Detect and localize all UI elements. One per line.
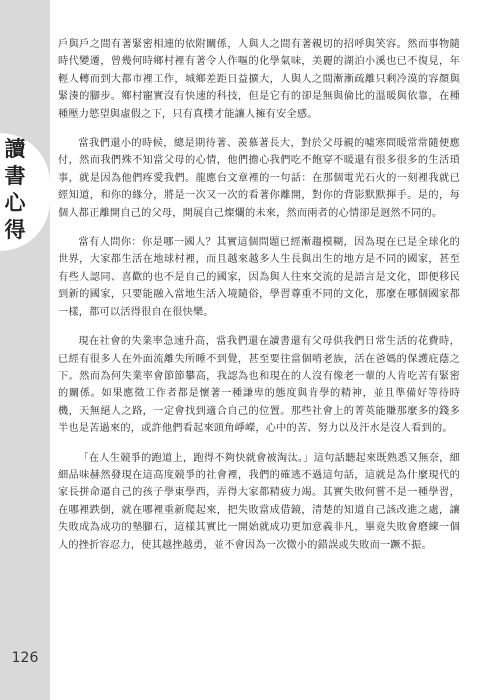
paragraph: 現在社會的失業率急速升高，當我們還在讀書還有父母供我們日常生活的花費時，已經有很多人在外面流離失所睡不到覺，甚至要往當個啃老族，活在爸媽的保護庇蔭之下。然而為何失業率會節節攀高，我認為也和現在的人沒有像老一輩的人肯吃苦有緊密的關係。如果應徵工作者都是懷著一種謙卑的態度與肯學的精神，並且準備好等待時機，天無絕人之路，一定會找到適合自己的位置。那些社會上的菁英能賺那麼多的錢多半也是苦過來的，或許他們看起來頭角崢嶸，心中的苦、努力以及汗水是沒人看到的。: [58, 336, 460, 435]
paragraph: 戶與戶之間有著緊密相連的依附關係，人與人之間有著親切的招呼與笑容。然而事物隨時代變遷，曾幾何時鄉村裡有著令人作嘔的化學氣味，美麗的湖泊小溪也已不復見，年輕人轉而到大都市裡工作，城鄉差距日益擴大，人與人之間漸漸疏離只剩冷漠的容顏與緊湊的腳步。鄉村寵實沒有快速的科技，但是它有的卻是無與倫比的溫暖與依靠，在種種壓力慾望與虛假之下，只有真樸才能讓人擁有安全感。: [58, 39, 460, 120]
section-title-char: 讀: [4, 137, 26, 161]
body-text: [58, 36, 460, 566]
page-number: 126: [11, 650, 39, 666]
sidebar-band: [0, 0, 50, 700]
section-title-char: 書: [4, 164, 26, 188]
paragraph: 當有人問你：你是哪一國人？其實這個問題已經漸趨模糊，因為現在已是全球化的世界，大家都生活在地球村裡，而且越來越多人生長與出生的地方是不同的國家，甚至有些人認同、喜歡的也不是自己的國家，因為與人往來交流的是語言是文化，即便移民到新的國家，只要能融入當地生活入境隨俗，學習尊重不同的文化，那麼在哪個國家都一樣，都可以活得很自在很快樂。: [58, 237, 460, 318]
paragraph: 「在人生競爭的跑道上，跑得不夠快就會被淘汰。」這句話聽起來既熟悉又無奈，細細品味赫然發現在這高度競爭的社會裡，我們的確逃不過這句話，這就是為什麼現代的家長拼命逼自己的孩子學東學西，弄得大家都精疲力竭。其實失敗何嘗不是一種學習，在哪裡跌倒，就在哪裡重新爬起來，把失敗當成借鏡，清楚的知道自己該改進之處，讓失敗成為成功的墊腳石，這樣其實比一開始就成功更加意義非凡，畢竟失敗會磨練一個人的挫折容忍力，使其越挫越勇，並不會因為一次微小的錯誤或失敗而一蹶不振。: [58, 452, 460, 551]
section-title-char: 心: [4, 191, 26, 215]
paragraph: 當我們還小的時候，總是期待著、羨慕著長大，對於父母親的噓寒問暖常常隨便應付，然而我們殊不知當父母的心情，他們擔心我們吃不飽穿不暖還有很多很多的生活瑣事，就是因為他們疼愛我們。龍應台文章裡的一句話：在那個電光石火的一刻裡我就已經知道，和你的緣分，將是一次又一次的看著你離開，對你的背影默默揮手。是的，每個人都正離開自己的父母，開展自己燦爛的未來，然而兩者的心情卻是迥然不同的。: [58, 138, 460, 219]
section-title: [0, 136, 30, 244]
section-title-char: 得: [4, 218, 26, 242]
